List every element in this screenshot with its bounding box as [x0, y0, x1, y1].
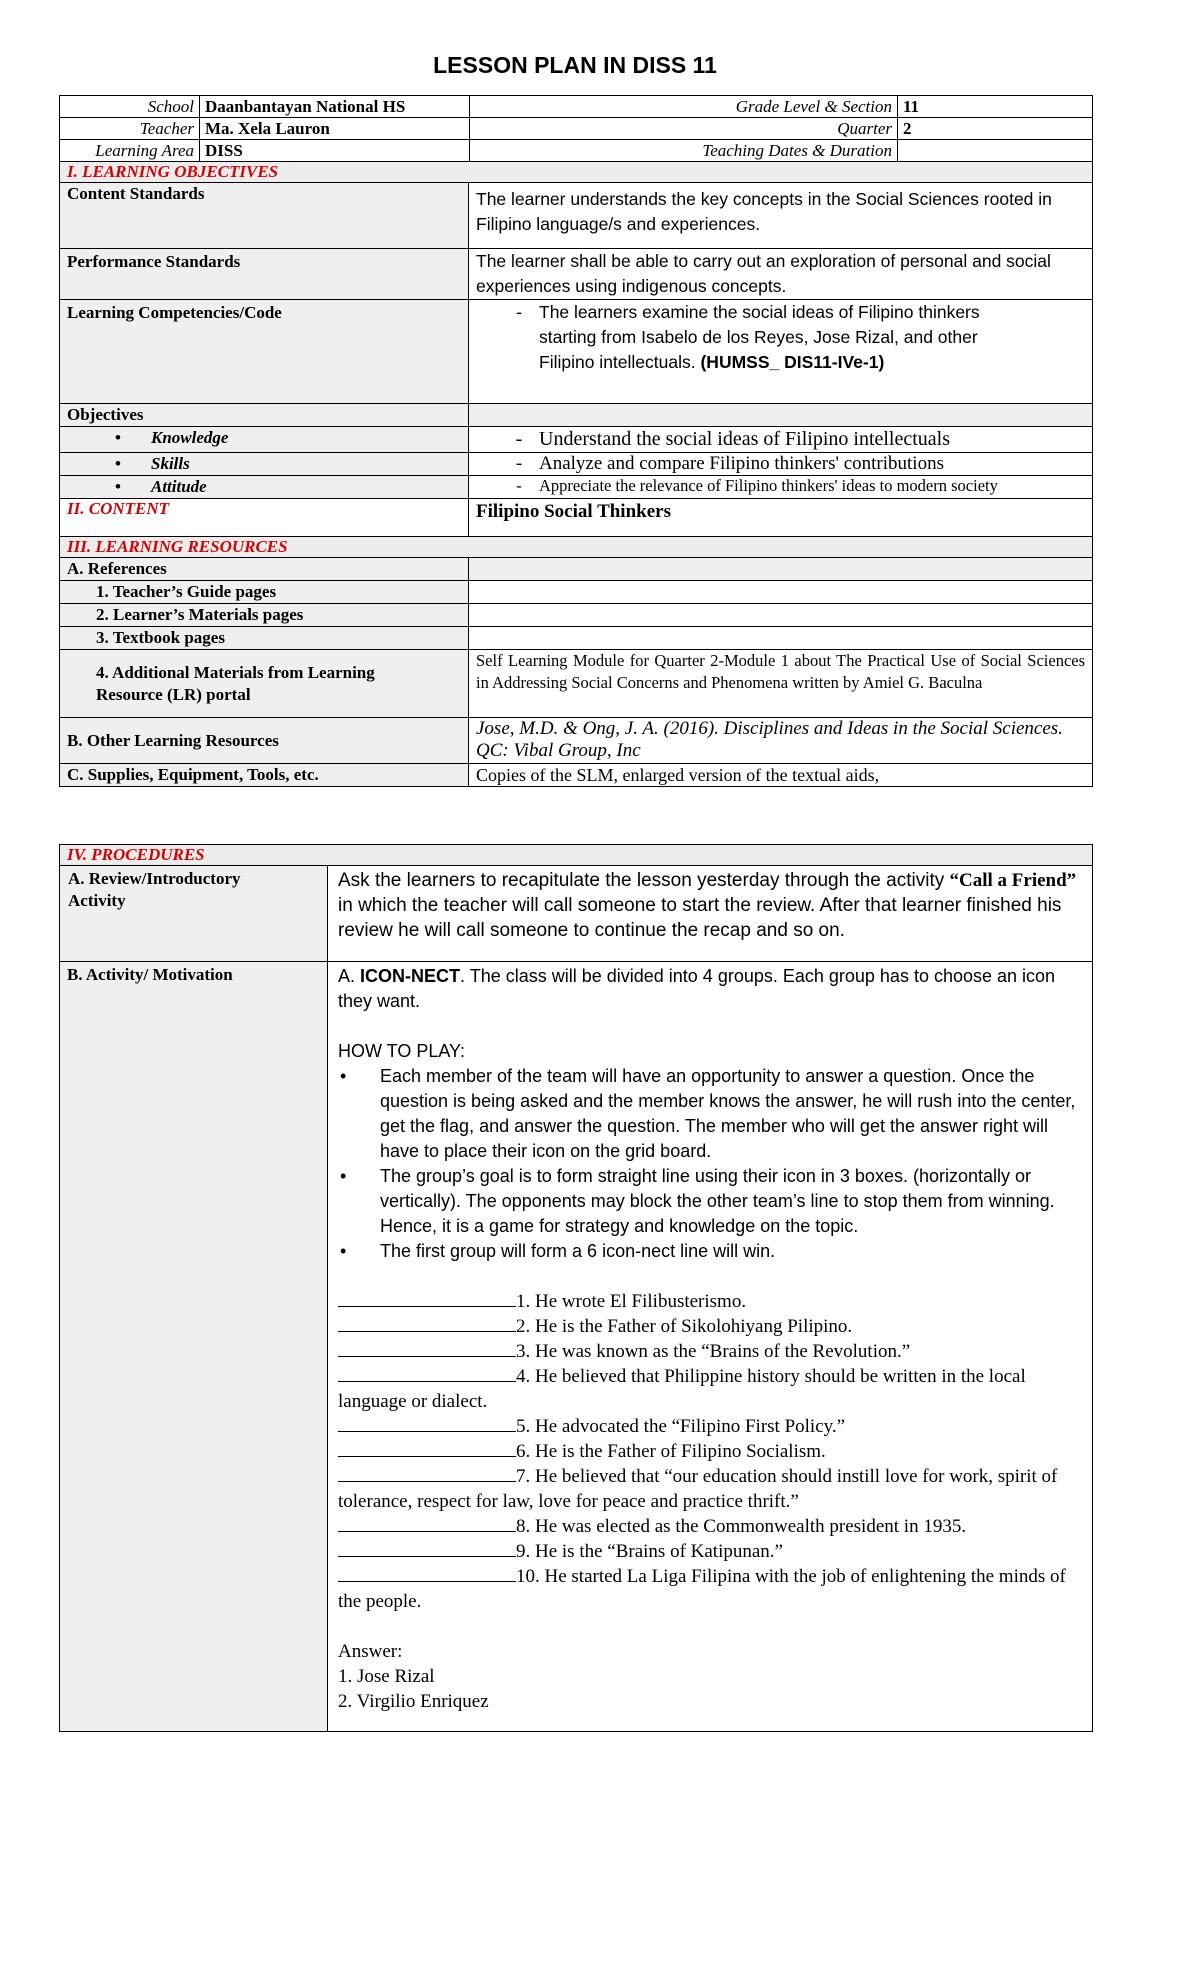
references-label: A. References [60, 558, 469, 581]
procedures-heading: IV. PROCEDURES [60, 845, 1093, 866]
attitude-dash: - [516, 476, 522, 495]
quarter-label: Quarter [470, 118, 898, 140]
howto-text: The first group will form a 6 icon-nect line will win. [380, 1241, 776, 1261]
answer-item: 2. Virgilio Enriquez [338, 1691, 489, 1712]
review-label-cell [60, 866, 328, 962]
answer-blank[interactable] [338, 1564, 516, 1582]
content-standards-value: The learner understands the key concepts in the Social Sciences rooted in Filipino language/s and experiences. [469, 183, 1093, 249]
question-item [338, 1314, 1082, 1339]
answer-blank[interactable] [338, 1339, 516, 1357]
question-text: 9. He is the “Brains of Katipunan.” [516, 1541, 783, 1562]
other-label: B. Other Learning Resources [60, 718, 469, 764]
bullet-icon: • [115, 428, 121, 447]
school-label: School [60, 96, 200, 118]
main-table [59, 161, 1093, 787]
answer-blank[interactable] [338, 1314, 516, 1332]
content-value: Filipino Social Thinkers [469, 499, 1093, 537]
attitude-row [60, 476, 469, 499]
bullet-icon: • [340, 1066, 347, 1086]
howto-item [338, 1239, 1082, 1264]
howto-text: Each member of the team will have an opportunity to answer a question. Once the question is being asked and the member knows the answer, he will rush into the center, get the flag, and answer the question. The member who will get the answer right will have to place their icon on the grid board. [380, 1066, 1076, 1161]
activity-intro [338, 964, 1082, 1014]
answer-item: 1. Jose Rizal [338, 1666, 435, 1687]
question-item [338, 1439, 1082, 1464]
objectives-header-blank [469, 404, 1093, 427]
supplies-value: Copies of the SLM, enlarged version of the textual aids, [469, 764, 1093, 787]
answer-label: Answer: [338, 1641, 403, 1662]
competency-content [539, 300, 1009, 375]
attitude-value-cell [469, 476, 1093, 499]
dates-value [898, 140, 1093, 162]
supplies-label: C. Supplies, Equipment, Tools, etc. [60, 764, 469, 787]
question-item [338, 1514, 1082, 1539]
attitude-value: Appreciate the relevance of Filipino thinkers' ideas to modern society [539, 476, 998, 495]
question-item [338, 1289, 1082, 1314]
knowledge-value: Understand the social ideas of Filipino intellectuals [539, 428, 951, 450]
resources-heading: III. LEARNING RESOURCES [60, 537, 1093, 558]
objectives-label: Objectives [60, 404, 469, 427]
review-pre: Ask the learners to recapitulate the lesson yesterday through the activity [338, 870, 950, 891]
question-list [338, 1289, 1082, 1614]
procedures-table [59, 844, 1093, 1732]
competency-item [499, 300, 1085, 375]
skills-value: Analyze and compare Filipino thinkers' contributions [539, 453, 944, 474]
additional-value: Self Learning Module for Quarter 2-Module 1 about The Practical Use of Social Sciences in Addressing Social Concerns and Phenomena written by Amiel G. Baculna [469, 650, 1093, 718]
competency-text: The learners examine the social ideas of Filipino thinkers starting from Isabelo de los Reyes, Jose Rizal, and other Filipino intellectuals. [539, 302, 980, 372]
area-label: Learning Area [60, 140, 200, 162]
performance-standards-label: Performance Standards [60, 249, 469, 300]
content-standards-label: Content Standards [60, 183, 469, 249]
additional-label: 4. Additional Materials from Learning Resource (LR) portal [60, 650, 469, 718]
grade-label: Grade Level & Section [470, 96, 898, 118]
answer-blank[interactable] [338, 1514, 516, 1532]
knowledge-row [60, 427, 469, 453]
knowledge-dash: - [515, 428, 523, 450]
answer-blank[interactable] [338, 1439, 516, 1457]
question-text: 10. He started La Liga Filipina with the job of enlightening the minds of the people. [338, 1566, 1066, 1612]
skills-label: Skills [151, 454, 190, 473]
review-activity-name: “Call a Friend” [949, 870, 1077, 891]
knowledge-value-cell [469, 427, 1093, 453]
howto-list [338, 1064, 1082, 1264]
tg-value [469, 581, 1093, 604]
answer-blank[interactable] [338, 1539, 516, 1557]
other-value: Jose, M.D. & Ong, J. A. (2016). Disciplines and Ideas in the Social Sciences. QC: Vibal Group, Inc [469, 718, 1093, 764]
bullet-icon: • [115, 454, 121, 473]
activity-prefix: A. [338, 966, 361, 986]
question-item [338, 1339, 1082, 1364]
skills-row [60, 453, 469, 476]
attitude-label: Attitude [151, 477, 207, 496]
content-heading: II. CONTENT [60, 499, 469, 537]
review-value [328, 866, 1093, 962]
question-text: 4. He believed that Philippine history should be written in the local language or dialect. [338, 1366, 1026, 1412]
answer-blank[interactable] [338, 1464, 516, 1482]
competencies-label: Learning Competencies/Code [60, 300, 469, 404]
header-table [59, 95, 1093, 162]
references-blank [469, 558, 1093, 581]
dates-label: Teaching Dates & Duration [470, 140, 898, 162]
teacher-value: Ma. Xela Lauron [200, 118, 470, 140]
tg-label: 1. Teacher’s Guide pages [60, 581, 469, 604]
performance-standards-value: The learner shall be able to carry out an exploration of personal and social experiences using indigenous concepts. [469, 249, 1093, 300]
competency-dash: - [516, 302, 522, 322]
question-text: 6. He is the Father of Filipino Socialism. [516, 1441, 826, 1462]
tb-value [469, 627, 1093, 650]
objectives-heading: I. LEARNING OBJECTIVES [60, 162, 1093, 183]
question-item [338, 1414, 1082, 1439]
answer-blank[interactable] [338, 1289, 516, 1307]
question-text: 5. He advocated the “Filipino First Policy.” [516, 1416, 846, 1437]
lm-value [469, 604, 1093, 627]
answer-blank[interactable] [338, 1364, 516, 1382]
lm-label: 2. Learner’s Materials pages [60, 604, 469, 627]
page-title: LESSON PLAN IN DISS 11 [433, 52, 717, 78]
review-label: A. Review/Introductory Activity [68, 869, 241, 910]
activity-intro-text: . The class will be divided into 4 groups. Each group has to choose an icon they want. [338, 966, 1056, 1011]
competency-code: (HUMSS_ DIS11-IVe-1) [700, 352, 885, 372]
school-value: Daanbantayan National HS [200, 96, 470, 118]
answer-blank[interactable] [338, 1414, 516, 1432]
question-text: 2. He is the Father of Sikolohiyang Pilipino. [516, 1316, 853, 1337]
question-text: 7. He believed that “our education should instill love for work, spirit of tolerance, respect for law, love for peace and practice thrift.” [338, 1466, 1058, 1512]
question-text: 1. He wrote El Filibusterismo. [516, 1291, 747, 1312]
howto-item [338, 1064, 1082, 1164]
competencies-value [469, 300, 1093, 404]
question-text: 3. He was known as the “Brains of the Revolution.” [516, 1341, 911, 1362]
bullet-icon: • [340, 1166, 347, 1186]
review-post: in which the teacher will call someone to start the review. After that learner finished his review he will call someone to continue the recap and so on. [338, 895, 1062, 941]
question-item [338, 1464, 1082, 1514]
knowledge-label: Knowledge [151, 428, 229, 447]
teacher-label: Teacher [60, 118, 200, 140]
activity-name: ICON-NECT [360, 966, 461, 986]
howto-text: The group’s goal is to form straight line using their icon in 3 boxes. (horizontally or vertically). The opponents may block the other team’s line to stop them from winning. Hence, it is a game for strategy and knowledge on the topic. [380, 1166, 1055, 1236]
activity-content [328, 962, 1093, 1732]
question-item [338, 1364, 1082, 1414]
tb-label: 3. Textbook pages [60, 627, 469, 650]
quarter-value: 2 [898, 118, 1093, 140]
bullet-icon: • [115, 477, 121, 496]
question-text: 8. He was elected as the Commonwealth president in 1935. [516, 1516, 967, 1537]
grade-value: 11 [898, 96, 1093, 118]
question-item [338, 1564, 1082, 1614]
skills-value-cell [469, 453, 1093, 476]
howto-title: HOW TO PLAY: [338, 1041, 466, 1061]
question-item [338, 1539, 1082, 1564]
bullet-icon: • [340, 1241, 347, 1261]
area-value: DISS [200, 140, 470, 162]
skills-dash: - [515, 453, 523, 474]
howto-item [338, 1164, 1082, 1239]
activity-label: B. Activity/ Motivation [60, 962, 328, 1732]
